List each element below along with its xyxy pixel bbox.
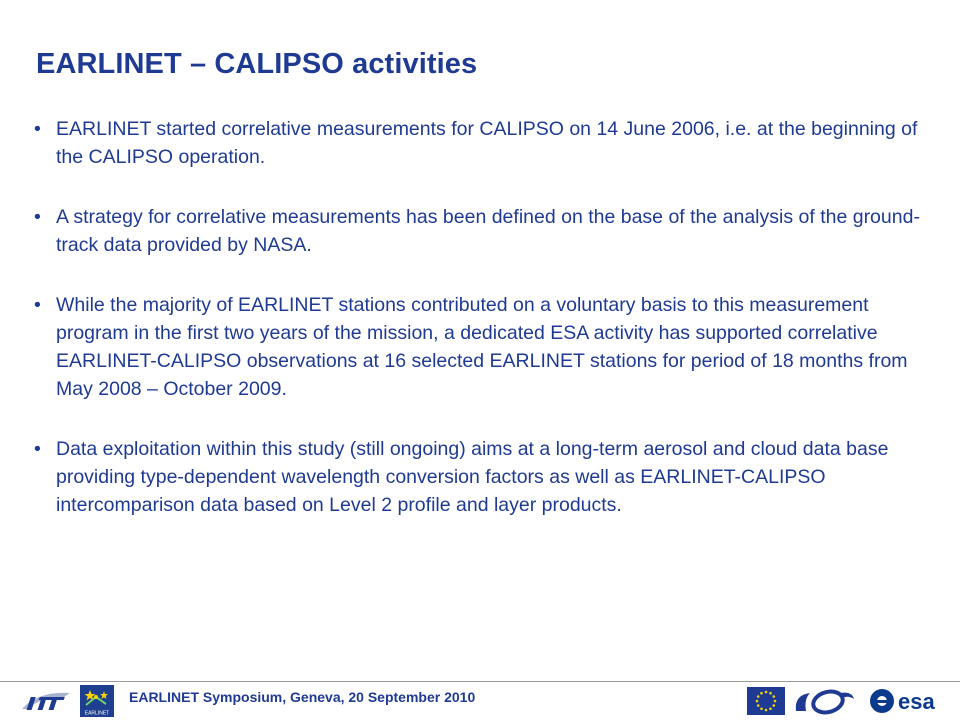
footer-divider (0, 681, 960, 682)
earlinet-logo (80, 685, 114, 717)
esa-logo-text: esa (898, 689, 935, 714)
bullet-item: • A strategy for correlative measurements has been defined on the base of the analysis of the ground-track data provided by NASA. (34, 203, 924, 259)
esa-logo (868, 687, 954, 715)
earlinet-logo-text: EARLINET (84, 710, 110, 717)
footer-text: EARLINET Symposium, Geneva, 20 September 2010 (129, 689, 476, 705)
slide-title: EARLINET – CALIPSO activities (36, 48, 478, 80)
framework-programme-logo (790, 685, 858, 717)
bullet-list (34, 115, 924, 551)
bullet-item: • EARLINET started correlative measurements for CALIPSO on 14 June 2006, i.e. at the beginning of the CALIPSO operation. (34, 115, 924, 171)
bullet-item: • While the majority of EARLINET stations contributed on a voluntary basis to this measurement program in the first two years of the mission, a dedicated ESA activity has supported correlative EARLINET-CALIPSO observations at 16 selected EARLINET stations for period of 18 months from May 2008 – October 2009. (34, 291, 924, 403)
eu-flag-logo (747, 687, 785, 715)
bullet-item: • Data exploitation within this study (still ongoing) aims at a long-term aerosol and cloud data base providing type-dependent wavelength conversion factors as well as EARLINET-CALIPSO intercomparison data based on Level 2 profile and layer products. (34, 435, 924, 519)
ift-logo (20, 687, 76, 713)
